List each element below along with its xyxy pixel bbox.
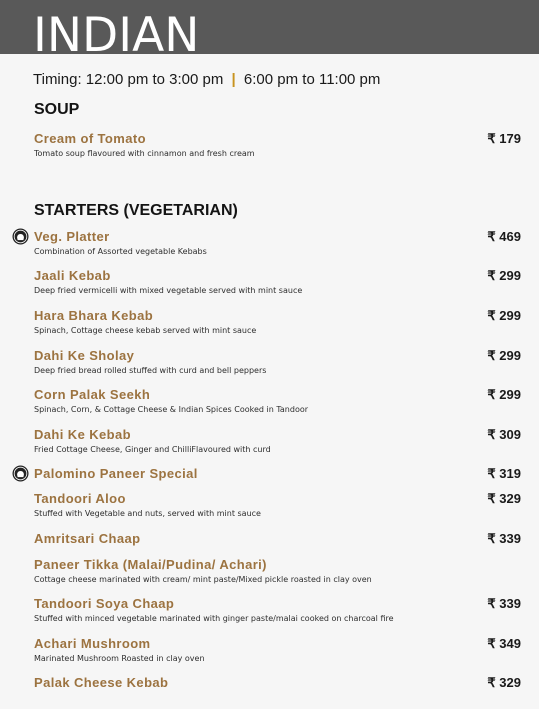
menu-item xyxy=(0,348,539,382)
item-price: ₹ 179 xyxy=(487,131,521,146)
item-price: ₹ 299 xyxy=(487,387,521,402)
menu-item xyxy=(0,427,539,461)
item-name: Corn Palak Seekh xyxy=(34,387,151,402)
menu-item xyxy=(0,308,539,342)
item-desc: Spinach, Cottage cheese kebab served with mint sauce xyxy=(34,326,257,335)
item-name: Dahi Ke Kebab xyxy=(34,427,131,442)
item-name: Veg. Platter xyxy=(34,229,110,244)
item-price: ₹ 339 xyxy=(487,531,521,546)
item-price: ₹ 299 xyxy=(487,268,521,283)
timing-dinner: 6:00 pm to 11:00 pm xyxy=(243,71,381,88)
item-desc: Deep fried vermicelli with mixed vegetable served with mint sauce xyxy=(34,286,303,295)
item-name: Palak Cheese Kebab xyxy=(34,675,169,690)
menu-item xyxy=(0,675,539,709)
item-name: Tandoori Aloo xyxy=(34,491,126,506)
page-title: INDIAN xyxy=(33,8,200,54)
menu-item xyxy=(0,636,539,670)
item-price: ₹ 469 xyxy=(487,229,521,244)
item-name: Paneer Tikka (Malai/Pudina/ Achari) xyxy=(34,557,267,572)
menu-item xyxy=(0,229,539,263)
menu-item xyxy=(0,596,539,630)
item-desc: Fried Cottage Cheese, Ginger and ChilliFlavoured with curd xyxy=(34,445,271,454)
section-title-soup: SOUP xyxy=(34,101,80,118)
item-name: Tandoori Soya Chaap xyxy=(34,596,175,611)
item-price: ₹ 299 xyxy=(487,308,521,323)
timing-lunch: Timing: 12:00 pm to 3:00 pm xyxy=(33,71,224,88)
item-name: Cream of Tomato xyxy=(34,131,146,146)
item-name: Dahi Ke Sholay xyxy=(34,348,135,363)
item-price: ₹ 339 xyxy=(487,596,521,611)
timing-line xyxy=(33,71,380,88)
menu-item xyxy=(0,491,539,525)
timing-separator: | xyxy=(231,71,236,88)
item-price: ₹ 349 xyxy=(487,636,521,651)
item-price: ₹ 329 xyxy=(487,491,521,506)
item-desc: Marinated Mushroom Roasted in clay oven xyxy=(34,654,205,663)
item-desc: Tomato soup flavoured with cinnamon and fresh cream xyxy=(34,149,255,158)
item-name: Hara Bhara Kebab xyxy=(34,308,154,323)
item-desc: Cottage cheese marinated with cream/ mint paste/Mixed pickle roasted in clay oven xyxy=(34,575,372,584)
item-desc: Spinach, Corn, & Cottage Cheese & Indian Spices Cooked in Tandoor xyxy=(34,405,309,414)
menu-item xyxy=(0,557,539,591)
menu-item xyxy=(0,387,539,421)
page-header xyxy=(0,0,539,54)
item-price: ₹ 299 xyxy=(487,348,521,363)
item-name: Achari Mushroom xyxy=(34,636,151,651)
section-title-starters: STARTERS (VEGETARIAN) xyxy=(34,202,238,219)
item-price: ₹ 309 xyxy=(487,427,521,442)
item-price: ₹ 329 xyxy=(487,675,521,690)
item-desc: Stuffed with minced vegetable marinated with ginger paste/malai cooked on charcoal fire xyxy=(34,614,394,623)
chef-special-icon xyxy=(12,228,29,245)
item-name: Jaali Kebab xyxy=(34,268,111,283)
chef-special-icon xyxy=(12,465,29,482)
menu-item xyxy=(0,131,539,165)
item-name: Amritsari Chaap xyxy=(34,531,141,546)
menu-item xyxy=(0,268,539,302)
item-desc: Combination of Assorted vegetable Kebabs xyxy=(34,247,207,256)
item-price: ₹ 319 xyxy=(487,466,521,481)
item-name: Palomino Paneer Special xyxy=(34,466,198,481)
item-desc: Stuffed with Vegetable and nuts, served with mint sauce xyxy=(34,509,261,518)
item-desc: Deep fried bread rolled stuffed with curd and bell peppers xyxy=(34,366,267,375)
